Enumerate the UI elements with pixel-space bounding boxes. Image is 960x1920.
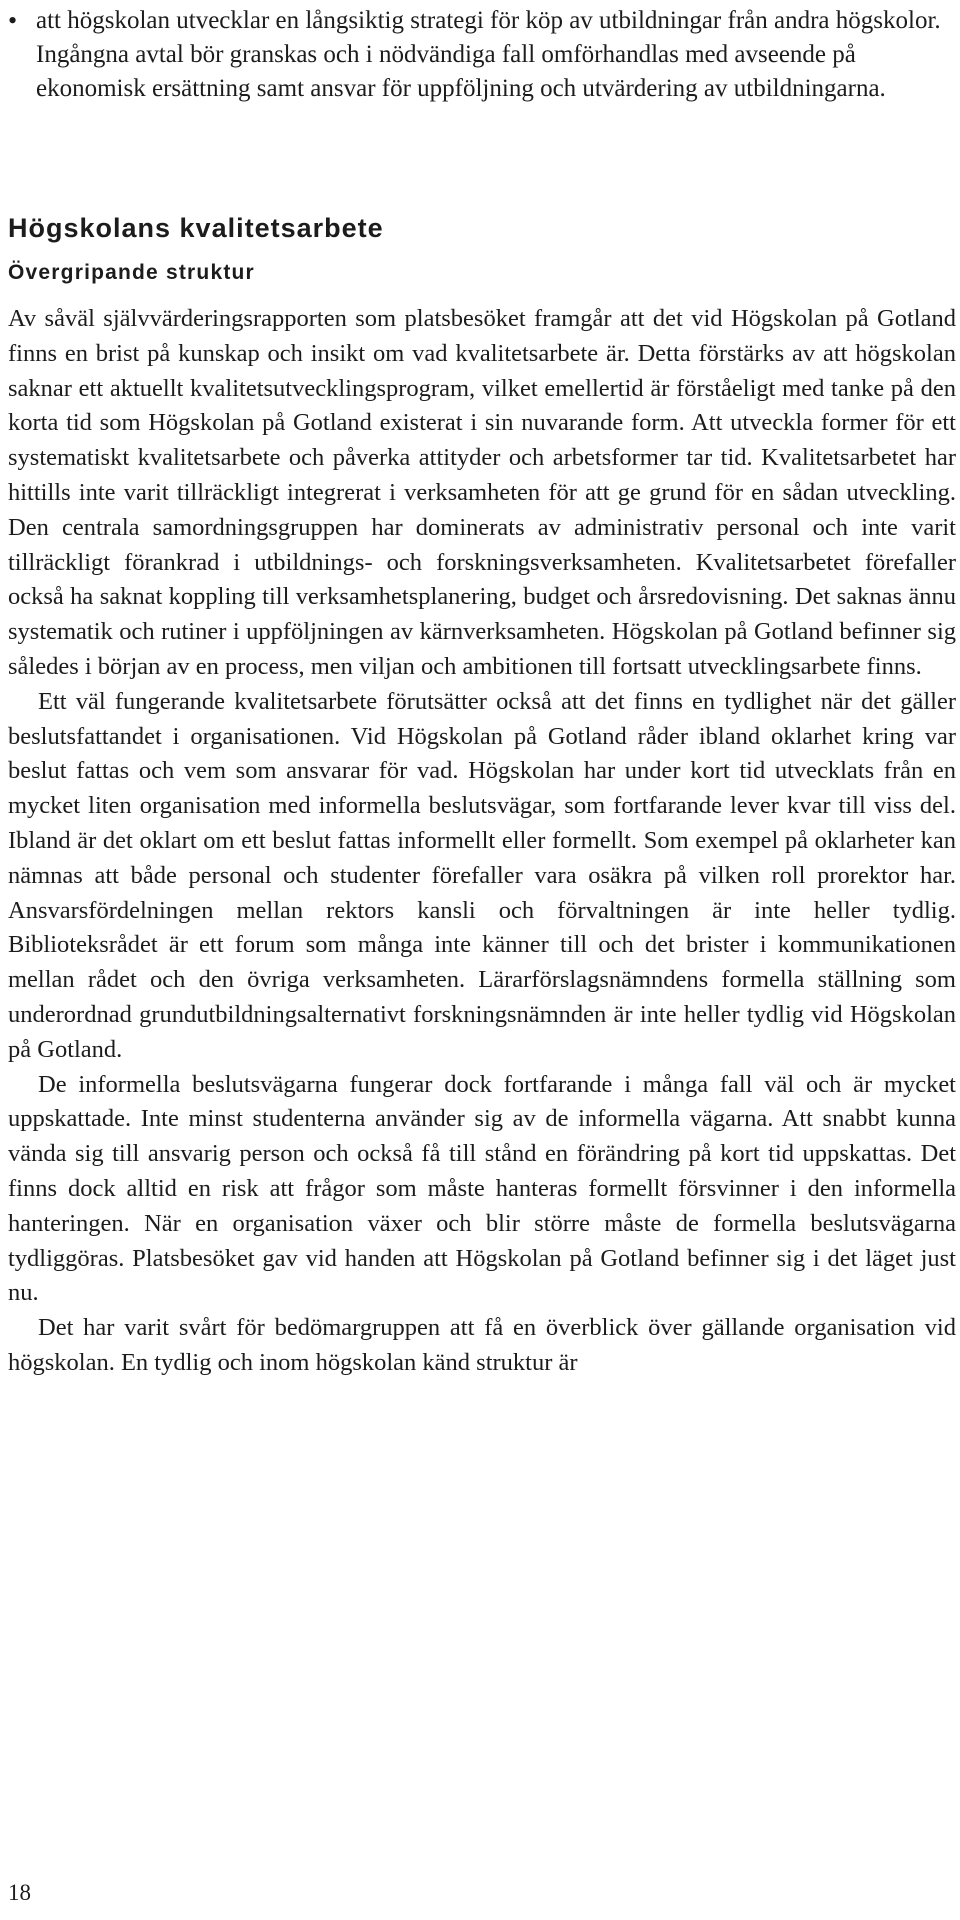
bullet-icon: •: [8, 6, 18, 35]
page-number: 18: [8, 1880, 31, 1905]
section-heading: Högskolans kvalitetsarbete: [8, 213, 384, 243]
paragraph-3: De informella beslutsvägarna fungerar dock fortfarande i många fall väl och är mycket uppskattade. Inte minst studenterna använder sig av de informella vägarna. Att snabbt kunna vända sig till ansvarig person och också få till stånd en förändring på kort tid uppskattas. Det finns dock alltid en risk att frågor som måste hanteras formellt försvinner i den informella hanteringen. När en organisation växer och blir större måste de formella beslutsvägarna tydliggöras. Platsbesöket gav vid handen att Högskolan på Gotland befinner sig i det läget just nu.: [8, 1070, 956, 1307]
paragraph-2: Ett väl fungerande kvalitetsarbete förutsätter också att det finns en tydlighet när det gäller beslutsfattandet i organisationen. Vid Högskolan på Gotland råder ibland oklarhet kring var beslut fattas och vem som ansvarar för vad. Högskolan har under kort tid utvecklats från en mycket liten organisation med informella beslutsvägar, som fortfarande lever kvar till viss del. Ibland är det oklart om ett beslut fattas informellt eller formellt. Som exempel på oklarheter kan nämnas att både personal och studenter förefaller vara osäkra på vilken roll prorektor har. Ansvarsfördelningen mellan rektors kansli och förvaltningen är inte heller tydlig. Biblioteksrådet är ett forum som många inte känner till och det brister i kommunikationen mellan rådet och den övriga verksamheten. Lärarförslagsnämndens formella ställning som underordnad grundutbildningsalternativt forskningsnämnden är inte heller tydlig vid Högskolan på Gotland.: [8, 687, 956, 1063]
bullet-text: att högskolan utvecklar en långsiktig strategi för köp av utbildningar från andra högskolor. Ingångna avtal bör granskas och i nödvändiga fall omförhandlas med avseende på ekonomisk ersättning samt ansvar för uppföljning och utvärdering av utbildningarna.: [36, 7, 941, 102]
bullet-list-item: [8, 4, 956, 106]
document-page: [8, 0, 956, 1381]
paragraph-4: Det har varit svårt för bedömargruppen att få en överblick över gällande organisation vid högskolan. En tydlig och inom högskolan känd struktur är: [8, 1314, 956, 1376]
sub-heading: Övergripande struktur: [8, 261, 255, 284]
body-text: [8, 302, 956, 1381]
paragraph-1: Av såväl självvärderingsrapporten som platsbesöket framgår att det vid Högskolan på Gotland finns en brist på kunskap och insikt om vad kvalitetsarbete är. Detta förstärks av att högskolan saknar ett aktuellt kvalitetsutvecklingsprogram, vilket emellertid är förståeligt med tanke på den korta tid som Högskolan på Gotland existerat i sin nuvarande form. Att utveckla former för ett systematiskt kvalitetsarbete och påverka attityder och arbetsformer tar tid. Kvalitetsarbetet har hittills inte varit tillräckligt integrerat i verksamheten för att ge grund för en sådan utveckling. Den centrala samordningsgruppen har dominerats av administrativ personal och inte varit tillräckligt förankrad i utbildnings- och forskningsverksamheten. Kvalitetsarbetet förefaller också ha saknat koppling till verksamhetsplanering, budget och årsredovisning. Det saknas ännu systematik och rutiner i uppföljningen av kärnverksamheten. Högskolan på Gotland befinner sig således i början av en process, men viljan och ambitionen till fortsatt utvecklingsarbete finns.: [8, 305, 956, 680]
